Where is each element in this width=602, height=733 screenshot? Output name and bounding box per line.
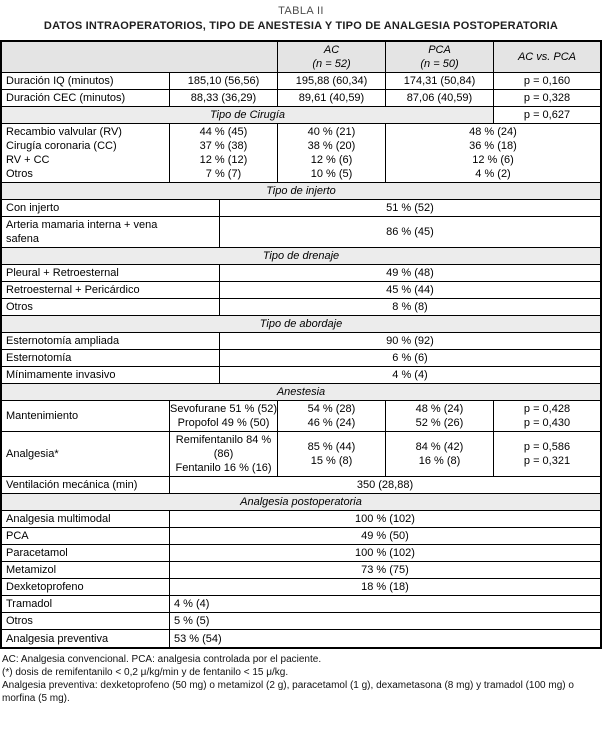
cell-text: 4 % (4) bbox=[174, 598, 210, 610]
table-cell bbox=[2, 248, 600, 264]
table-cell bbox=[278, 42, 386, 72]
table-cell bbox=[2, 477, 170, 493]
cell-text: 54 % (28) bbox=[307, 403, 356, 415]
table-cell bbox=[2, 528, 170, 544]
title-block bbox=[0, 0, 602, 36]
table-cell bbox=[386, 401, 494, 431]
table-row bbox=[2, 350, 600, 367]
table-row bbox=[2, 107, 600, 124]
table-cell bbox=[2, 183, 600, 199]
cell-text: 44 % (45) bbox=[199, 126, 248, 138]
table-cell bbox=[170, 511, 600, 527]
cell-text: 86 % (45) bbox=[386, 226, 434, 238]
cell-text: 4 % (2) bbox=[475, 168, 511, 180]
cell-text: Tipo de injerto bbox=[266, 185, 336, 197]
cell-text: Analgesia* bbox=[6, 448, 59, 460]
table-cell bbox=[2, 384, 600, 400]
table-cell bbox=[2, 217, 220, 247]
cell-text: PCA bbox=[6, 530, 29, 542]
table-cell bbox=[494, 107, 600, 123]
table-cell bbox=[494, 90, 600, 106]
cell-text: 37 % (38) bbox=[199, 140, 248, 152]
table-row bbox=[2, 282, 600, 299]
cell-text: Propofol 49 % (50) bbox=[177, 417, 270, 429]
table-cell bbox=[2, 596, 170, 612]
cell-text: 12 % (6) bbox=[310, 154, 353, 166]
cell-text: Anestesia bbox=[276, 386, 326, 398]
cell-text: Pleural + Retroesternal bbox=[6, 267, 119, 279]
cell-text: 5 % (5) bbox=[174, 615, 210, 627]
table-cell bbox=[220, 200, 600, 216]
table-cell bbox=[2, 42, 278, 72]
cell-text: 6 % (6) bbox=[392, 352, 428, 364]
cell-text: 16 % (8) bbox=[418, 455, 461, 467]
cell-text: 8 % (8) bbox=[392, 301, 428, 313]
cell-text: p = 0,321 bbox=[523, 455, 571, 467]
section-header-row bbox=[2, 384, 600, 401]
cell-text: p = 0,160 bbox=[523, 75, 571, 87]
cell-text: Mínimamente invasivo bbox=[6, 369, 116, 381]
table-cell bbox=[2, 511, 170, 527]
cell-text: Otros bbox=[6, 615, 33, 627]
table-cell bbox=[2, 432, 170, 476]
table-cell bbox=[386, 42, 494, 72]
cell-text: Dexketoprofeno bbox=[6, 581, 84, 593]
cell-text: Analgesia preventiva bbox=[6, 632, 109, 645]
table-cell bbox=[2, 401, 170, 431]
table-cell bbox=[170, 630, 600, 647]
cell-text: 89,61 (40,59) bbox=[298, 92, 365, 104]
cell-text: 73 % (75) bbox=[361, 564, 409, 576]
cell-text: 100 % (102) bbox=[355, 513, 415, 525]
footnotes bbox=[0, 649, 602, 711]
table-cell bbox=[170, 528, 600, 544]
table-cell bbox=[2, 265, 220, 281]
cell-text: 12 % (6) bbox=[472, 154, 514, 166]
table-cell bbox=[2, 545, 170, 561]
cell-text: Retroesternal + Pericárdico bbox=[6, 284, 140, 296]
table-cell bbox=[220, 265, 600, 281]
cell-text: Tipo de abordaje bbox=[259, 318, 343, 330]
table-cell bbox=[2, 367, 220, 383]
table-cell bbox=[494, 42, 600, 72]
cell-text: 85 % (44) bbox=[307, 441, 356, 453]
cell-text: 7 % (7) bbox=[205, 168, 242, 180]
cell-text: 12 % (12) bbox=[199, 154, 248, 166]
table-cell bbox=[278, 401, 386, 431]
cell-text: 185,10 (56,56) bbox=[187, 75, 260, 87]
section-header-row bbox=[2, 316, 600, 333]
table-cell bbox=[170, 545, 600, 561]
table-cell bbox=[2, 124, 170, 182]
cell-text: p = 0,627 bbox=[523, 109, 571, 121]
cell-text: 49 % (50) bbox=[361, 530, 409, 542]
data-table bbox=[0, 40, 602, 649]
cell-text: Analgesia multimodal bbox=[6, 513, 111, 525]
cell-text: 174,31 (50,84) bbox=[403, 75, 476, 87]
table-row bbox=[2, 367, 600, 384]
cell-text: Recambio valvular (RV) bbox=[6, 126, 122, 138]
cell-text: 84 % (42) bbox=[415, 441, 464, 453]
table-cell bbox=[220, 367, 600, 383]
table-cell bbox=[2, 350, 220, 366]
cell-text: RV + CC bbox=[6, 154, 50, 166]
table-cell bbox=[278, 432, 386, 476]
cell-text: 40 % (21) bbox=[307, 126, 356, 138]
cell-text: 48 % (24) bbox=[415, 403, 464, 415]
cell-text: Remifentanilo 84 % bbox=[175, 434, 272, 446]
column-header-row bbox=[2, 42, 600, 73]
table-row bbox=[2, 333, 600, 350]
cell-text: Mantenimiento bbox=[6, 410, 79, 422]
table-cell bbox=[278, 124, 386, 182]
cell-text: Duración IQ (minutos) bbox=[6, 75, 114, 87]
table-cell bbox=[278, 90, 386, 106]
table-row bbox=[2, 124, 600, 183]
table-cell bbox=[170, 124, 278, 182]
table-cell bbox=[494, 73, 600, 89]
cell-text: 88,33 (36,29) bbox=[190, 92, 257, 104]
cell-text: Esternotomía ampliada bbox=[6, 335, 120, 347]
table-row bbox=[2, 528, 600, 545]
table-row bbox=[2, 579, 600, 596]
cell-text: 48 % (24) bbox=[469, 126, 517, 138]
table-cell bbox=[170, 596, 600, 612]
table-row bbox=[2, 299, 600, 316]
table-row bbox=[2, 217, 600, 248]
footnote-abbreviations: AC: Analgesia convencional. PCA: analgesia controlada por el paciente. bbox=[2, 654, 322, 665]
table-row bbox=[2, 73, 600, 90]
table-cell bbox=[2, 200, 220, 216]
cell-text: 46 % (24) bbox=[307, 417, 356, 429]
table-cell bbox=[386, 124, 600, 182]
cell-text: 90 % (92) bbox=[386, 335, 434, 347]
cell-text: 38 % (20) bbox=[307, 140, 356, 152]
cell-text: 195,88 (60,34) bbox=[295, 75, 368, 87]
cell-text: 15 % (8) bbox=[310, 455, 353, 467]
table-cell bbox=[2, 613, 170, 629]
cell-text: 10 % (5) bbox=[310, 168, 353, 180]
cell-text: PCA bbox=[428, 44, 451, 56]
footnote-preventive: Analgesia preventiva: dexketoprofeno (50 mg) o metamizol (2 g), paracetamol (1 g), dexametasona (8 mg) y tramadol (100 mg) o morfina (5 mg). bbox=[2, 680, 574, 704]
cell-text: Sevofurane 51 % (52) bbox=[170, 403, 278, 415]
cell-text: 51 % (52) bbox=[386, 202, 434, 214]
cell-text: Metamizol bbox=[6, 564, 57, 576]
table-row bbox=[2, 596, 600, 613]
table-cell bbox=[170, 90, 278, 106]
table-cell bbox=[386, 90, 494, 106]
table-cell bbox=[494, 432, 600, 476]
cell-text: 4 % (4) bbox=[392, 369, 428, 381]
table-row bbox=[2, 90, 600, 107]
cell-text: p = 0,328 bbox=[523, 92, 571, 104]
table-cell bbox=[220, 333, 600, 349]
cell-text: Tramadol bbox=[6, 598, 53, 610]
table-cell bbox=[220, 350, 600, 366]
table-row bbox=[2, 265, 600, 282]
cell-text: (86) bbox=[213, 448, 234, 460]
table-cell bbox=[386, 432, 494, 476]
cell-text: Tipo de drenaje bbox=[262, 250, 340, 262]
table-cell bbox=[2, 494, 600, 510]
table-cell bbox=[170, 477, 600, 493]
table-cell bbox=[220, 282, 600, 298]
cell-text: Paracetamol bbox=[6, 547, 68, 559]
cell-text: (n = 50) bbox=[420, 58, 459, 70]
table-cell bbox=[2, 316, 600, 332]
table-cell bbox=[170, 613, 600, 629]
table-cell bbox=[2, 579, 170, 595]
section-header-row bbox=[2, 183, 600, 200]
section-header-row bbox=[2, 248, 600, 265]
cell-text: 53 % (54) bbox=[174, 632, 222, 645]
table-cell bbox=[2, 107, 494, 123]
table-cell bbox=[170, 579, 600, 595]
cell-text: safena bbox=[6, 233, 40, 245]
table-cell bbox=[220, 299, 600, 315]
cell-text: Otros bbox=[6, 168, 33, 180]
cell-text: Cirugía coronaria (CC) bbox=[6, 140, 117, 152]
table-cell bbox=[2, 630, 170, 647]
table-cell bbox=[2, 562, 170, 578]
cell-text: AC bbox=[323, 44, 340, 56]
cell-text: AC vs. PCA bbox=[517, 51, 577, 63]
cell-text: (n = 52) bbox=[312, 58, 351, 70]
table-cell bbox=[386, 73, 494, 89]
table-cell bbox=[170, 73, 278, 89]
table-cell bbox=[494, 401, 600, 431]
table-cell bbox=[278, 73, 386, 89]
table-cell bbox=[170, 562, 600, 578]
cell-text: 18 % (18) bbox=[361, 581, 409, 593]
cell-text: Con injerto bbox=[6, 202, 60, 214]
cell-text: Arteria mamaria interna + vena bbox=[6, 219, 158, 231]
table-cell bbox=[170, 401, 278, 431]
table-row bbox=[2, 401, 600, 432]
cell-text: Tipo de Cirugía bbox=[209, 109, 286, 121]
table-row bbox=[2, 200, 600, 217]
cell-text: Esternotomía bbox=[6, 352, 72, 364]
cell-text: Fentanilo 16 % (16) bbox=[175, 462, 272, 474]
table-cell bbox=[220, 217, 600, 247]
cell-text: 36 % (18) bbox=[469, 140, 517, 152]
cell-text: Analgesia postoperatoria bbox=[240, 496, 362, 508]
section-header-row bbox=[2, 494, 600, 511]
cell-text: 49 % (48) bbox=[386, 267, 434, 279]
table-label: TABLA II bbox=[278, 5, 324, 17]
cell-text: Ventilación mecánica (min) bbox=[6, 479, 138, 491]
table-row bbox=[2, 562, 600, 579]
table-cell bbox=[170, 432, 278, 476]
table-row bbox=[2, 511, 600, 528]
cell-text: 350 (28,88) bbox=[356, 479, 414, 491]
cell-text: 52 % (26) bbox=[415, 417, 464, 429]
cell-text: p = 0,586 bbox=[523, 441, 571, 453]
cell-text: 45 % (44) bbox=[386, 284, 434, 296]
table-cell bbox=[2, 333, 220, 349]
cell-text: 100 % (102) bbox=[355, 547, 415, 559]
table-cell bbox=[2, 299, 220, 315]
cell-text: Otros bbox=[6, 301, 33, 313]
table-cell bbox=[2, 90, 170, 106]
page-title: DATOS INTRAOPERATORIOS, TIPO DE ANESTESIA Y TIPO DE ANALGESIA POSTOPERATORIA bbox=[43, 20, 559, 32]
cell-text: p = 0,428 bbox=[523, 403, 571, 415]
table-row bbox=[2, 613, 600, 630]
table-row bbox=[2, 432, 600, 477]
footnote-doses: (*) dosis de remifentanilo < 0,2 μ/kg/min y de fentanilo < 15 μ/kg. bbox=[2, 667, 289, 678]
table-row bbox=[2, 477, 600, 494]
table-row bbox=[2, 630, 600, 647]
table-cell bbox=[2, 73, 170, 89]
table-cell bbox=[2, 282, 220, 298]
cell-text: 87,06 (40,59) bbox=[406, 92, 473, 104]
cell-text: p = 0,430 bbox=[523, 417, 571, 429]
cell-text: Duración CEC (minutos) bbox=[6, 92, 126, 104]
table-row bbox=[2, 545, 600, 562]
